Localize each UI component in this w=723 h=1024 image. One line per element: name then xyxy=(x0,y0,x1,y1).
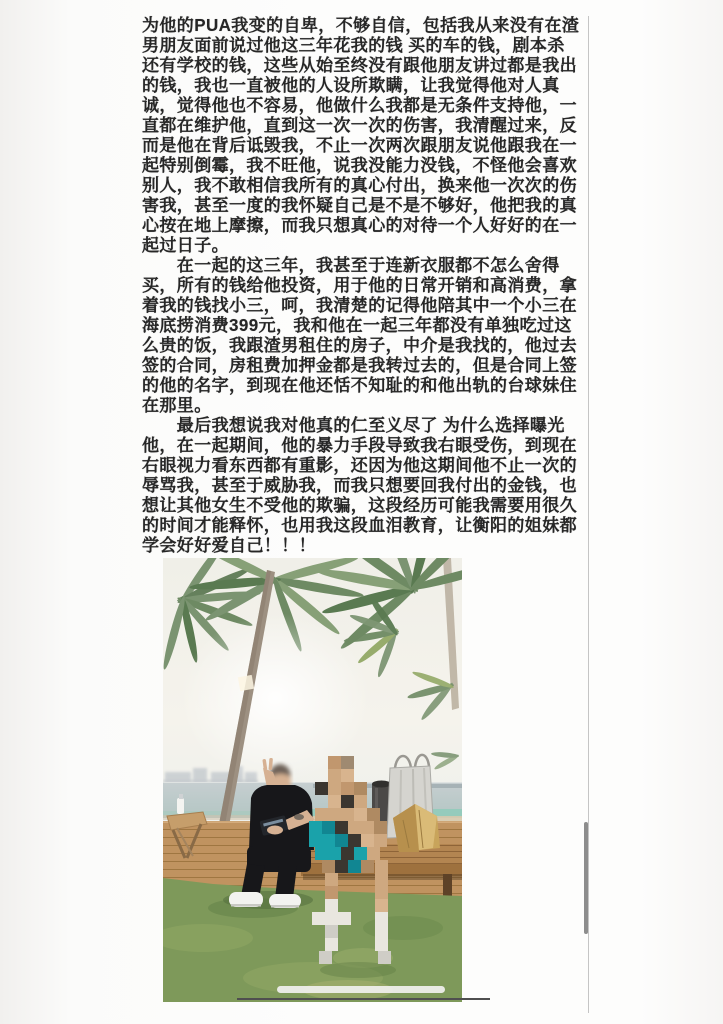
text-line: 买，所有的钱给他投资，用于他的日常开销和高消费，拿 xyxy=(142,275,577,296)
text-line: 起过日子。 xyxy=(142,235,229,256)
attached-photo[interactable] xyxy=(163,558,462,1002)
text-line: 签的合同，房租费加押金都是我转过去的，但是合同上签 xyxy=(142,355,577,376)
text-line: 他，在一起期间，他的暴力手段导致我右眼受伤，到现在 xyxy=(142,435,577,456)
scrollbar-track[interactable] xyxy=(588,16,589,1013)
text-line: 右眼视力看东西都有重影，还因为他这期间他不止一次的 xyxy=(142,455,577,476)
text-line: 诚，觉得他也不容易，他做什么我都是无条件支持他，一 xyxy=(142,95,577,116)
text-line: 海底捞消费399元，我和他在一起三年都没有单独吃过这 xyxy=(142,315,572,336)
text-line: 还有学校的钱，这些从始至终没有跟他朋友讲过都是我出 xyxy=(142,55,577,76)
text-line: 在一起的这三年，我甚至于连新衣服都不怎么舍得 xyxy=(142,255,560,276)
text-line: 害我，甚至一度的我怀疑自己是不是不够好，他把我的真 xyxy=(142,195,577,216)
text-line: 直都在维护他，直到这一次一次的伤害，我清醒过来，反 xyxy=(142,115,577,136)
grass-lawn xyxy=(163,878,462,1002)
scrollbar-thumb[interactable] xyxy=(584,822,588,934)
text-line: 男朋友面前说过他这三年花我的钱 买的车的钱，剧本杀 xyxy=(142,35,565,56)
text-line: 么贵的饭，我跟渣男租住的房子，中介是我找的，他过去 xyxy=(142,335,577,356)
text-line: 而是他在背后诋毁我，不止一次两次跟朋友说他跟我在一 xyxy=(142,135,577,156)
text-line: 着我的钱找小三，呵，我清楚的记得他陪其中一个小三在 xyxy=(142,295,577,316)
text-line: 辱骂我，甚至于威胁我，而我只想要回我付出的金钱，也 xyxy=(142,475,577,496)
text-line: 想让其他女生不受他的欺骗，这段经历可能我需要用很久 xyxy=(142,495,577,516)
text-line: 的他的名字，到现在他还恬不知耻的和他出轨的台球妹住 xyxy=(142,375,577,396)
photo-illustration xyxy=(163,558,462,1002)
home-indicator-bar xyxy=(277,986,445,993)
text-line: 最后我想说我对他真的仁至义尽了 为什么选择曝光 xyxy=(142,415,565,436)
text-line: 的时间才能释怀，也用我这段血泪教育，让衡阳的姐妹都 xyxy=(142,515,577,536)
separator-line xyxy=(237,998,490,1000)
text-line: 起特别倒霉，我不旺他，说我没能力没钱，不怪他会喜欢 xyxy=(142,155,577,176)
text-line: 别人，我不敢相信我所有的真心付出，换来他一次次的伤 xyxy=(142,175,577,196)
text-line: 在那里。 xyxy=(142,395,212,416)
text-line: 学会好好爱自己！！！ xyxy=(142,535,316,556)
text-line: 的钱，我也一直被他的人设所欺瞒，让我觉得他对人真 xyxy=(142,75,560,96)
post-text xyxy=(142,16,592,556)
text-line: 心按在地上摩擦，而我只想真心的对待一个人好好的在一 xyxy=(142,215,577,236)
text-line: 为他的PUA我变的自卑，不够自信，包括我从来没有在渣 xyxy=(142,15,580,36)
